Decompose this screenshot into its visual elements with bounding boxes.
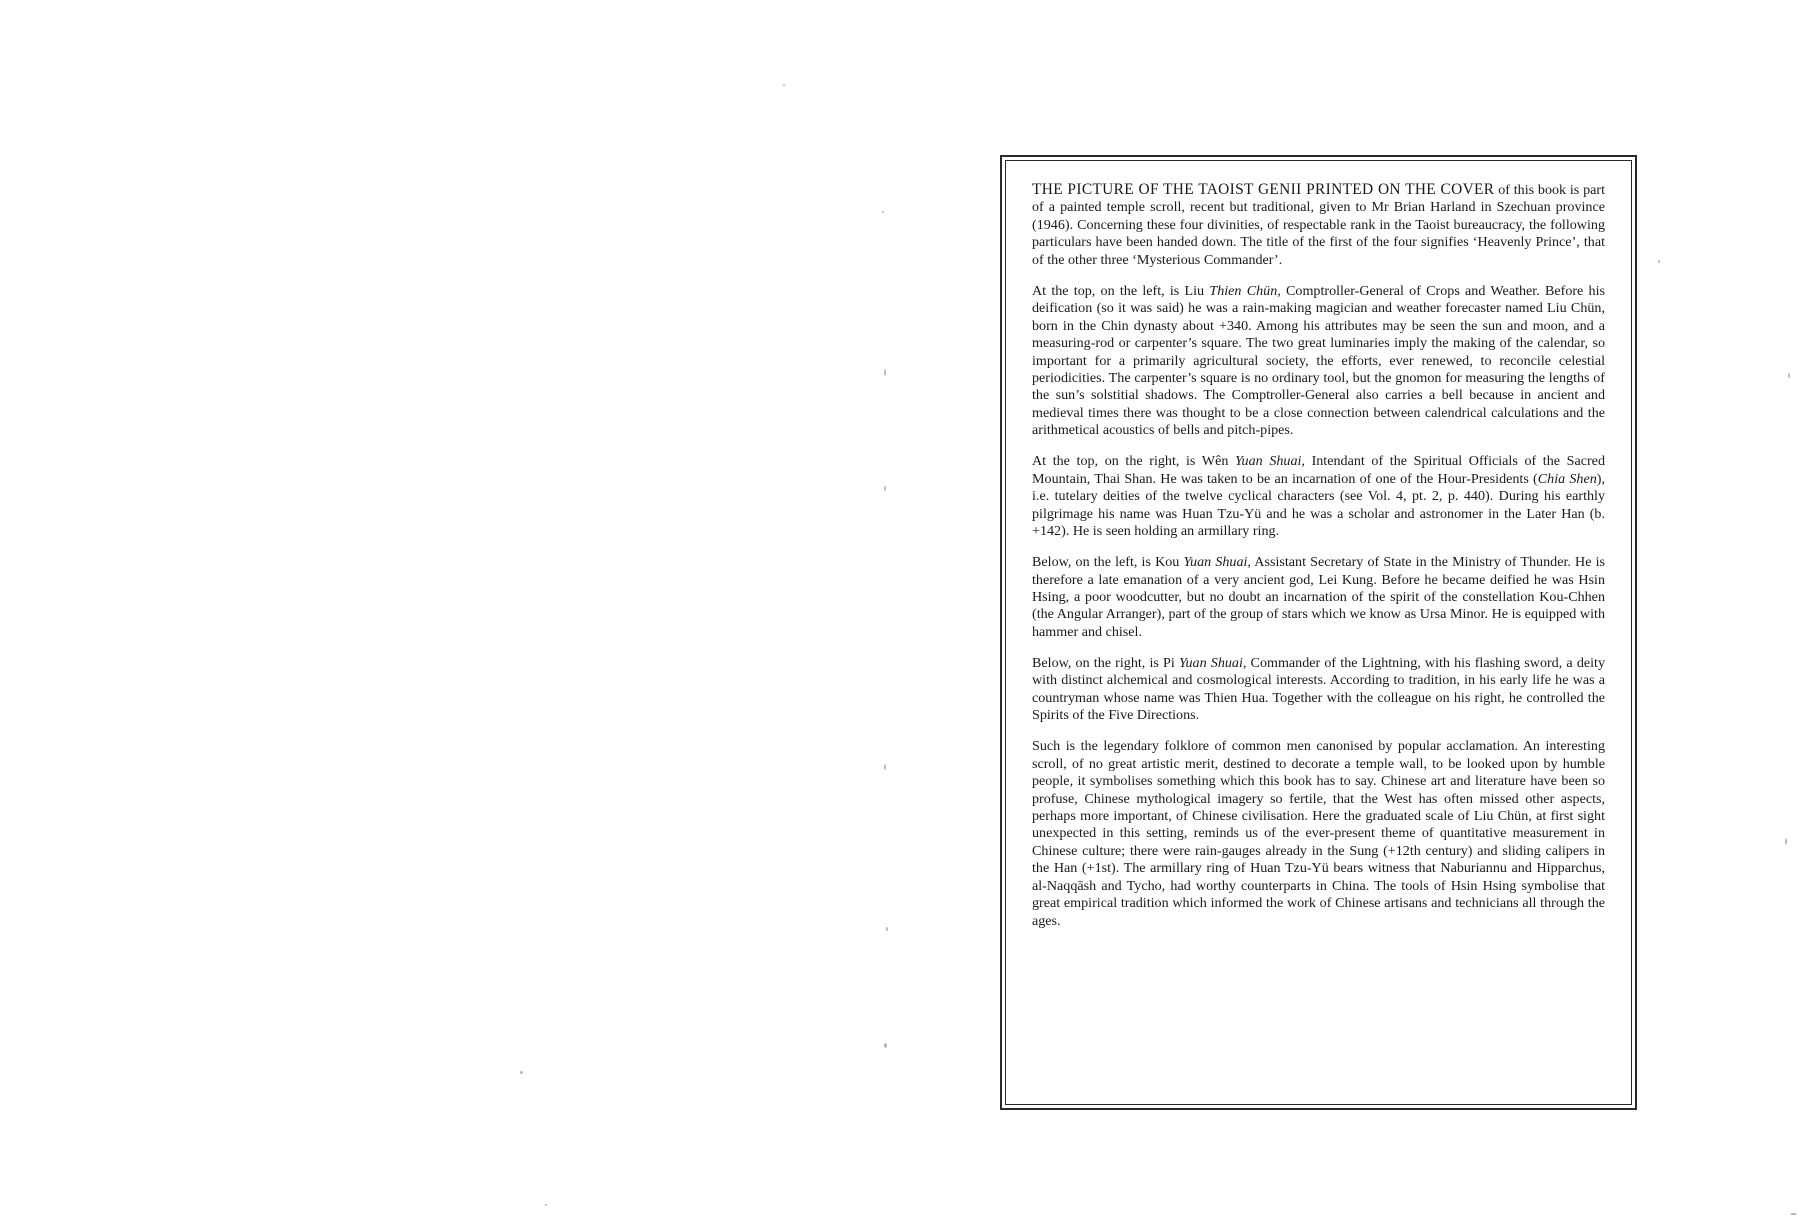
text-run: Assistant Secretary of State in the Ministry of Thunder. He is therefore a late emanation of a very ancient god, Lei Kung. Before he became deified he was Hsin Hsing, a poor woodcutter, but no doubt an incarnation of the spirit of the constellation Kou-Chhen (the Angular Arranger), part of the group of stars which we know as Ursa Minor. He is equipped with hammer and chisel. <box>1032 554 1605 640</box>
scan-speck <box>884 1043 887 1048</box>
scan-speck <box>1658 260 1660 263</box>
scan-speck <box>884 764 886 770</box>
cover-note-frame <box>1000 155 1637 1110</box>
italic-term: Yuan Shuai, <box>1235 453 1305 470</box>
italic-term: Chia Shen <box>1537 470 1597 487</box>
scan-speck <box>783 84 785 86</box>
text-run: Below, on the right, is Pi <box>1032 654 1179 671</box>
scan-speck <box>884 369 886 376</box>
paragraph <box>1032 655 1605 725</box>
text-run: of this book is part of a painted temple scroll, recent but traditional, given to Mr Brian Harland in Szechuan province (1946). Concerning these four divinities, of respectable rank in the Taoist bureaucracy, the following particulars have been handed down. The title of the first of the four signifies ‘Heavenly Prince’, that of the other three ‘Mysterious Commander’. <box>1032 182 1605 268</box>
italic-term: Yuan Shuai, <box>1178 654 1247 671</box>
scan-speck <box>1788 373 1790 378</box>
text-run: Such is the legendary folklore of common men canonised by popular acclamation. An interesting scroll, of no great artistic merit, destined to decorate a temple wall, to be looked upon by humble people, it symbolises something which this book has to say. Chinese art and literature have been so profuse, Chinese mythological imagery so fertile, that the West has often missed other aspects, perhaps more important, of Chinese civilisation. Here the graduated scale of Liu Chün, at first sight unexpected in this setting, reminds us of the ever-present theme of quantitative measurement in Chinese culture; there were rain-gauges already in the Sung (+12th century) and sliding calipers in the Han (+1st). The armillary ring of Huan Tzu-Yü bears witness that Naburiannu and Hipparchus, al-Naqqāsh and Tycho, had worthy counterparts in China. The tools of Hsin Hsing symbolise that great empirical tradition which informed the work of Chinese artisans and technicians all through the ages. <box>1032 738 1605 929</box>
scan-speck <box>882 211 884 213</box>
cover-note-text <box>1032 181 1605 930</box>
text-run: At the top, on the right, is Wên <box>1032 453 1236 470</box>
italic-term: Thien Chün, <box>1209 282 1281 299</box>
scan-speck <box>1785 838 1787 845</box>
text-run: Comptroller-General of Crops and Weather. Before his deification (so it was said) he was a rain-making magician and weather forecaster named Liu Chün, born in the Chin dynasty about +340. Among his attributes may be seen the sun and moon, and a measuring-rod or carpenter’s square. The two great luminaries imply the making of the calendar, so important for a primarily agricultural society, the efforts, ever renewed, to reconcile celestial periodicities. The carpenter’s square is no ordinary tool, but the gnomon for measuring the lengths of the sun’s solstitial shadows. The Comptroller-General also carries a bell because in ancient and medieval times there was thought to be a close connection between calendrical calculations and the arithmetical acoustics of bells and pitch-pipes. <box>1032 282 1606 439</box>
scan-speck <box>884 486 886 491</box>
cover-note-frame-inner <box>1005 160 1632 1105</box>
scan-speck <box>886 927 888 931</box>
paragraph <box>1032 554 1605 641</box>
paragraph-lead-caps: THE PICTURE OF THE TAOIST GENII PRINTED ON THE COVER <box>1032 181 1495 198</box>
paragraph <box>1032 283 1605 440</box>
paragraph <box>1032 181 1605 269</box>
text-run: Commander of the Lightning, with his flashing sword, a deity with distinct alchemical and cosmological interests. According to tradition, in his early life he was a countryman whose name was Thien Hua. Together with the colleague on his right, he controlled the Spirits of the Five Directions. <box>1032 654 1605 724</box>
scan-speck <box>1790 1213 1797 1215</box>
text-run: Below, on the left, is Kou <box>1032 554 1184 571</box>
paragraph <box>1032 453 1605 540</box>
scan-speck <box>520 1071 523 1074</box>
text-run: Intendant of the Spiritual Officials of the Sacred Mountain, Thai Shan. He was taken to be an incarnation of one of the Hour-Presidents ( <box>1032 453 1605 487</box>
text-run: At the top, on the left, is Liu <box>1032 282 1210 299</box>
paragraph <box>1032 738 1605 930</box>
scan-speck <box>545 1204 547 1206</box>
text-run: ), i.e. tutelary deities of the twelve cyclical characters (see Vol. 4, pt. 2, p. 440). During his earthly pilgrimage his name was Huan Tzu-Yü and he was a scholar and astronomer in the Later Han (b. +142). He is seen holding an armillary ring. <box>1032 470 1605 540</box>
italic-term: Yuan Shuai, <box>1183 554 1251 571</box>
